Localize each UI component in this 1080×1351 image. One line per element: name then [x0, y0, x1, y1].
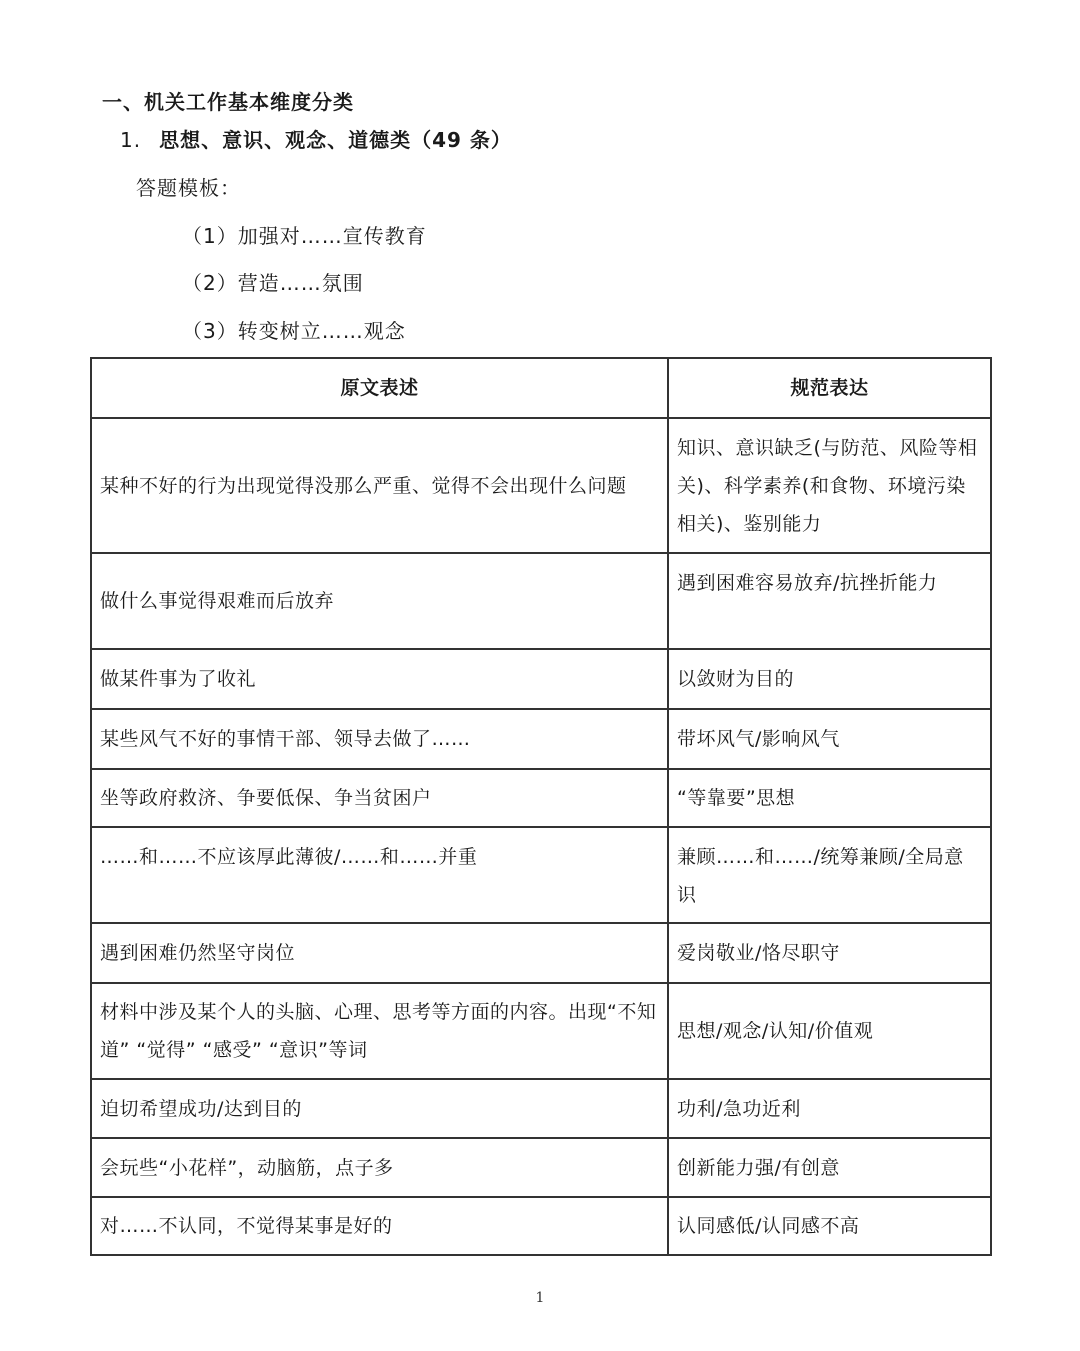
original-cell: 材料中涉及某个人的头脑、心理、思考等方面的内容。出现“不知道” “觉得” “感受” “意识”等词 [91, 983, 668, 1079]
subsection-heading [120, 124, 512, 153]
template-label: 答题模板： [136, 176, 241, 200]
standard-cell: “等靠要”思想 [668, 769, 991, 827]
standard-cell: 遇到困难容易放弃/抗挫折能力 [668, 553, 991, 649]
template-item: （2）营造……氛围 [182, 271, 364, 295]
standard-cell: 认同感低/认同感不高 [668, 1197, 991, 1255]
table-row [91, 709, 991, 769]
table-row [91, 983, 991, 1079]
standard-cell: 兼顾……和……/统筹兼顾/全局意识 [668, 827, 991, 923]
standard-cell: 创新能力强/有创意 [668, 1138, 991, 1197]
standard-cell: 爱岗敬业/恪尽职守 [668, 923, 991, 983]
page-number: 1 [535, 1290, 545, 1306]
table-row [91, 1197, 991, 1255]
original-cell: 做什么事觉得艰难而后放弃 [91, 553, 668, 649]
original-cell: 遇到困难仍然坚守岗位 [91, 923, 668, 983]
standard-cell: 思想/观念/认知/价值观 [668, 983, 991, 1079]
table-row [91, 769, 991, 827]
original-cell: 坐等政府救济、争要低保、争当贫困户 [91, 769, 668, 827]
subsection-number: 1. [120, 128, 142, 152]
table-row [91, 649, 991, 709]
standard-cell: 以敛财为目的 [668, 649, 991, 709]
table-row [91, 923, 991, 983]
original-cell: 某些风气不好的事情干部、领导去做了…… [91, 709, 668, 769]
original-cell: 对……不认同，不觉得某事是好的 [91, 1197, 668, 1255]
table-row [91, 553, 991, 649]
original-cell: 迫切希望成功/达到目的 [91, 1079, 668, 1138]
expression-table [90, 357, 992, 1256]
standard-cell: 知识、意识缺乏(与防范、风险等相关)、科学素养(和食物、环境污染相关)、鉴别能力 [668, 418, 991, 553]
original-cell: ……和……不应该厚此薄彼/……和……并重 [91, 827, 668, 923]
table-row [91, 418, 991, 553]
standard-cell: 带坏风气/影响风气 [668, 709, 991, 769]
table-row [91, 827, 991, 923]
section-heading: 一、机关工作基本维度分类 [102, 90, 354, 114]
template-item: （3）转变树立……观念 [182, 319, 406, 343]
original-cell: 会玩些“小花样”，动脑筋，点子多 [91, 1138, 668, 1197]
subsection-title: 思想、意识、观念、道德类（49 条） [159, 128, 512, 152]
original-cell: 做某件事为了收礼 [91, 649, 668, 709]
column-header-original: 原文表述 [91, 358, 668, 418]
template-item: （1）加强对……宣传教育 [182, 224, 427, 248]
original-cell: 某种不好的行为出现觉得没那么严重、觉得不会出现什么问题 [91, 418, 668, 553]
column-header-standard: 规范表达 [668, 358, 991, 418]
table-row [91, 1138, 991, 1197]
table-header-row [91, 358, 991, 418]
standard-cell: 功利/急功近利 [668, 1079, 991, 1138]
table-row [91, 1079, 991, 1138]
